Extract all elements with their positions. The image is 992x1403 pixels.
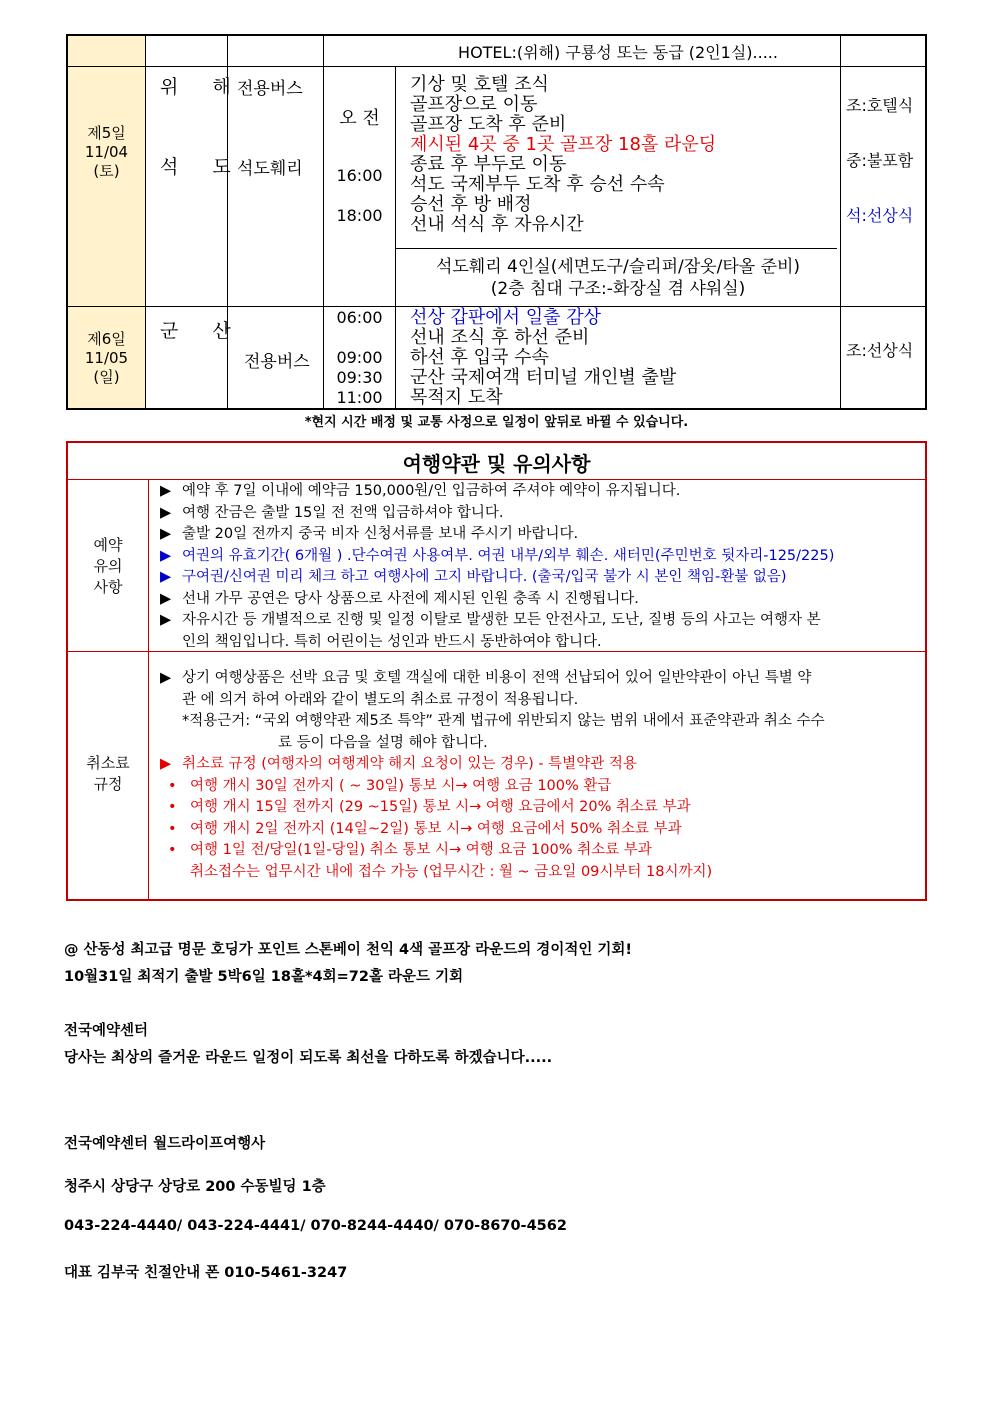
- day5-time-1800: 18:00: [336, 206, 383, 225]
- schedule-line: 골프장 도착 후 준비: [410, 114, 567, 135]
- cancel-label: [68, 753, 148, 795]
- schedule-line: 기상 및 호텔 조식: [410, 74, 549, 95]
- notice-item: ▶ 자유시간 등 개별적으로 진행 및 일정 이탈로 발생한 모든 안전사고, 도난, 질병 등의 사고는 여행자 본: [160, 612, 821, 628]
- day5-date: 11/04: [84, 143, 129, 161]
- ferry-bed-info: (2층 침대 구조:-화장실 겸 샤워실): [490, 279, 746, 299]
- schedule-line: 석도 국제부두 도착 후 승선 수속: [410, 174, 665, 195]
- terms-box: [66, 441, 927, 901]
- cancel-policy: [160, 668, 920, 883]
- day6-date: 11/05: [84, 349, 129, 367]
- schedule-line: 승선 후 방 배정: [410, 194, 532, 215]
- company-address: 청주시 상당구 상당로 200 수동빌딩 1층: [64, 1179, 326, 1195]
- cancel-intro: ▶ 상기 여행상품은 선박 요금 및 호텔 객실에 대한 비용이 전액 선납되어 있어 일반약관이 아닌 특별 약: [160, 670, 812, 686]
- phone-numbers: 043-224-4440/ 043-224-4441/ 070-8244-4440/ 070-8670-4562: [64, 1218, 567, 1234]
- day5-schedule: [410, 75, 838, 235]
- notice-label: [68, 535, 148, 598]
- day6-label: [68, 330, 145, 387]
- center-message: 당사는 최상의 즐거운 라운드 일정이 되도록 최선을 다하도록 하겠습니다.....: [64, 1050, 553, 1066]
- promo-line-1: @ 산동성 최고급 명문 호딩가 포인트 스톤베이 천익 4색 골프장 라운드의 경이적인 기회!: [64, 942, 633, 958]
- notice-list: [160, 481, 920, 653]
- schedule-line: 선내 석식 후 자유시간: [410, 214, 584, 235]
- ferry-room-info: 석도훼리 4인실(세면도구/슬리퍼/잠옷/타올 준비): [435, 257, 801, 277]
- day5-label: [68, 124, 145, 181]
- day5-place2: 석 도: [160, 156, 245, 178]
- day5-time-am: 오 전: [339, 108, 380, 129]
- schedule-line: 목적지 도착: [410, 387, 503, 408]
- notice-item: ▶ 여권의 유효기간( 6개월 ) .단수여권 사용여부. 여권 내부/외부 훼손. 새터민(주민번호 뒷자리-125/225): [160, 547, 835, 564]
- schedule-line: 하선 후 입국 수속: [410, 347, 549, 368]
- day6-time-1100: 11:00: [336, 388, 383, 407]
- promo-line-2: 10월31일 최적기 출발 5박6일 18홀*4회=72홀 라운드 기회: [64, 969, 464, 985]
- day6-meal: 조:선상식: [846, 341, 914, 360]
- notice-item-cont: 인의 책임입니다. 특히 어린이는 성인과 반드시 동반하여야 합니다.: [182, 633, 602, 650]
- notice-item: ▶ 선내 가무 공연은 당사 상품으로 사전에 제시된 인원 충족 시 진행됩니다.: [160, 590, 639, 607]
- ceo-contact: 대표 김부국 친절안내 폰 010-5461-3247: [64, 1265, 348, 1281]
- day5-transport2: 석도훼리: [237, 159, 303, 179]
- notice-label-line: 사항: [93, 578, 123, 596]
- day5-place1: 위 해: [160, 76, 245, 98]
- cancel-basis-cont: 료 등이 다음을 설명 해야 합니다.: [278, 734, 488, 751]
- day6-day: 제6일: [87, 330, 126, 348]
- day5-time-1600: 16:00: [336, 166, 383, 185]
- day5-meal-breakfast: 조:호텔식: [846, 96, 914, 115]
- center-title: 전국예약센터: [64, 1023, 149, 1039]
- day6-time-0900: 09:00: [336, 348, 383, 367]
- terms-title: 여행약관 및 유의사항: [402, 452, 591, 476]
- hotel-row: HOTEL:(위해) 구룡성 또는 동급 (2인1실).....: [458, 42, 778, 62]
- schedule-line: 군산 국제여객 터미널 개인별 출발: [410, 367, 677, 388]
- cancel-hours: 취소접수는 업무시간 내에 접수 가능 (업무시간 : 월 ~ 금요일 09시부터 18시까지): [190, 863, 713, 880]
- notice-item: ▶ 구여권/신여권 미리 체크 하고 여행사에 고지 바랍니다. (출국/입국 불가 시 본인 책임-환불 없음): [160, 569, 787, 585]
- day5-transport1: 전용버스: [237, 79, 303, 99]
- itinerary-table: [66, 34, 927, 410]
- cancel-rule: • 여행 개시 2일 전까지 (14일~2일) 통보 시→ 여행 요금에서 50% 취소료 부과: [168, 820, 682, 837]
- schedule-change-note: *현지 시간 배정 및 교통 사정으로 일정이 앞뒤로 바뀔 수 있습니다.: [304, 415, 689, 430]
- notice-item: ▶ 여행 잔금은 출발 15일 전 전액 입금하셔야 합니다.: [160, 504, 504, 521]
- day6-transport: 전용버스: [244, 352, 310, 372]
- schedule-line: 종료 후 부두로 이동: [410, 154, 567, 175]
- cancel-rule-title: ▶ 취소료 규정 (여행자의 여행계약 해지 요청이 있는 경우) - 특별약관 적용: [160, 756, 637, 772]
- day5-meal-lunch: 중:불포함: [846, 151, 914, 170]
- day5-meal-dinner: 석:선상식: [846, 206, 914, 225]
- cancel-intro-cont: 관 에 의거 하여 아래와 같이 별도의 취소료 규정이 적용됩니다.: [182, 691, 579, 708]
- ferry-info: [396, 256, 840, 300]
- schedule-line: 골프장으로 이동: [410, 94, 538, 115]
- cancel-rule: • 여행 1일 전/당일(1일-당일) 취소 통보 시→ 여행 요금 100% 취소료 부과: [168, 842, 652, 858]
- schedule-line-highlight: 선상 갑판에서 일출 감상: [410, 307, 602, 328]
- day6-time-0600: 06:00: [336, 308, 383, 327]
- notice-label-line: 예약: [93, 536, 123, 554]
- day6-schedule: [410, 308, 838, 408]
- notice-item: ▶ 출발 20일 전까지 중국 비자 신청서류를 보내 주시기 바랍니다.: [160, 526, 579, 542]
- cancel-rule: • 여행 개시 15일 전까지 (29 ~15일) 통보 시→ 여행 요금에서 20% 취소료 부과: [168, 799, 691, 815]
- notice-item: ▶ 예약 후 7일 이내에 예약금 150,000원/인 입금하여 주셔야 예약이 유지됩니다.: [160, 483, 681, 499]
- day6-place: 군 산: [160, 320, 245, 342]
- schedule-line: 선내 조식 후 하선 준비: [410, 327, 590, 348]
- day6-weekday: (일): [93, 368, 120, 386]
- cancel-basis: *적용근거: “국외 여행약관 제5조 특약” 관계 법규에 위반되지 않는 범위 내에서 표준약관과 취소 수수: [182, 713, 825, 729]
- notice-label-line: 유의: [93, 557, 123, 575]
- day5-day: 제5일: [87, 124, 126, 142]
- cancel-label-line: 취소료: [86, 754, 130, 772]
- schedule-line-highlight: 제시된 4곳 중 1곳 골프장 18홀 라운딩: [410, 134, 717, 155]
- day5-weekday: (토): [93, 162, 120, 180]
- company-name: 전국예약센터 월드라이프여행사: [64, 1136, 266, 1152]
- cancel-label-line: 규정: [93, 775, 123, 793]
- cancel-rule: • 여행 개시 30일 전까지 ( ~ 30일) 통보 시→ 여행 요금 100% 환급: [168, 777, 612, 794]
- day6-time-0930: 09:30: [336, 368, 383, 387]
